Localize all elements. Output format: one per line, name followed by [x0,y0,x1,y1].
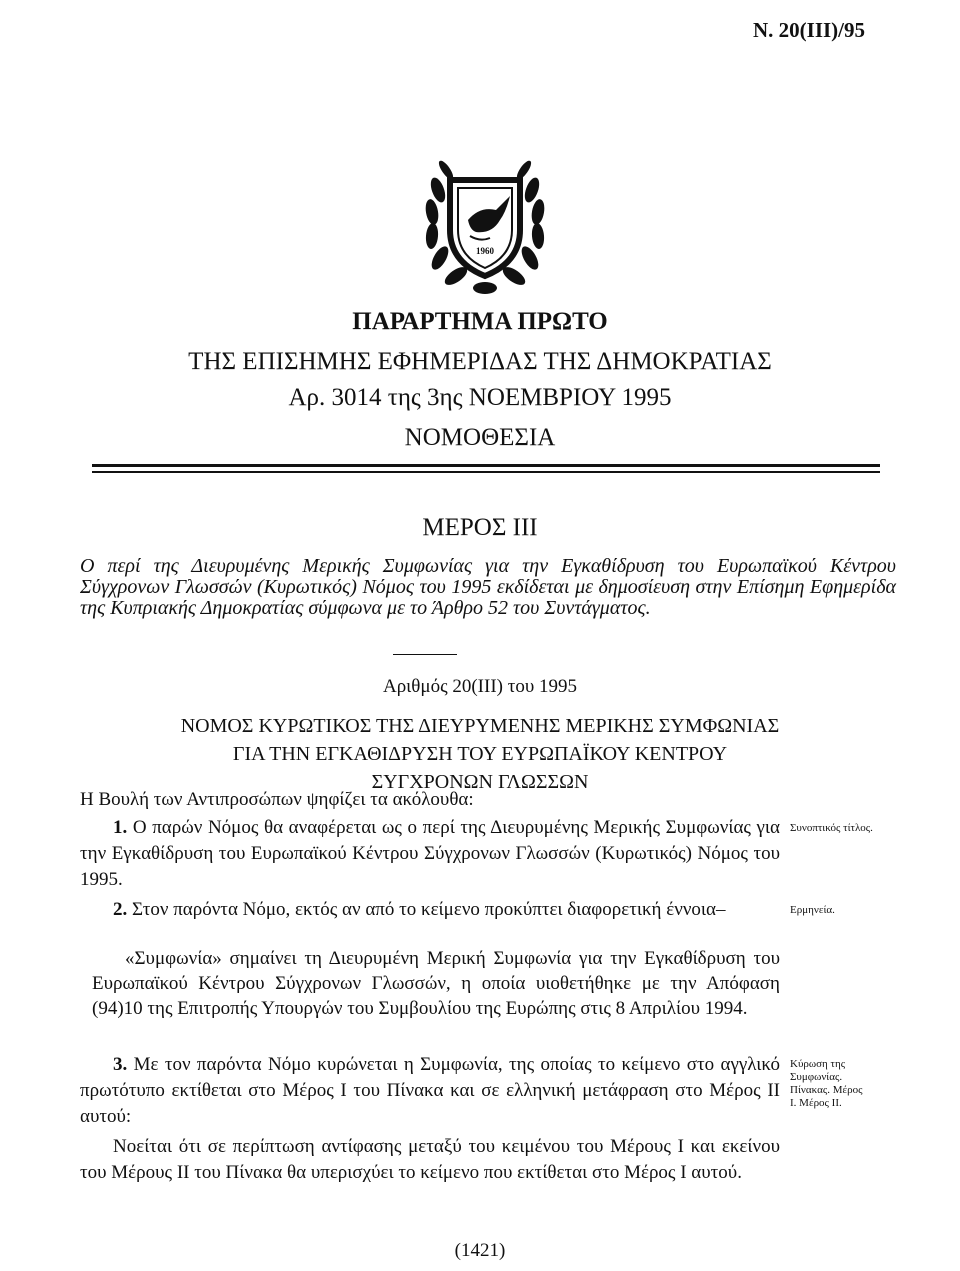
enacting-clause: Η Βουλή των Αντιπροσώπων ψηφίζει τα ακόλουθα: [80,789,474,810]
section-label: ΝΟΜΟΘΕΣΙΑ [404,424,556,451]
publication-notice: Ο περί της Διευρυμένης Μερικής Συμφωνίας για την Εγκαθίδρυση του Ευρωπαϊκού Κέντρου Σύγχρονων Γλωσσών (Κυρωτικός) Νόμος του 1995 εκδίδεται με δημοσίευση στην Επίσημη Εφημερίδα της Κυπριακής Δημοκρατίας σύμφωνα με το Άρθρο 52 του Συντάγματος. [80,555,896,619]
section-3 [80,1052,780,1130]
page-number: (1421) [454,1240,506,1261]
section-number: 2. [113,899,128,920]
section-text: Στον παρόντα Νόμο, εκτός αν από το κείμενο προκύπτει διαφορετική έννοια– [132,899,726,920]
section-text: Με τον παρόντα Νόμο κυρώνεται η Συμφωνία, της οποίας το κείμενο στο αγγλικό πρωτότυπο εκτίθεται στο Μέρος Ι του Πίνακα και σε ελληνική μετάφραση στο Μέρος ΙΙ αυτού: [80,1054,780,1127]
law-title-line: ΓΙΑ ΤΗΝ ΕΓΚΑΘΙΔΡΥΣΗ ΤΟΥ ΕΥΡΩΠΑΪΚΟΥ ΚΕΝΤΡΟΥ [232,743,728,765]
law-title [0,712,960,796]
part-heading: ΜΕΡΟΣ ΙΙΙ [422,514,538,541]
law-title-line: ΝΟΜΟΣ ΚΥΡΩΤΙΚΟΣ ΤΗΣ ΔΙΕΥΡΥΜΕΝΗΣ ΜΕΡΙΚΗΣ ΣΥΜΦΩΝΙΑΣ [180,715,780,737]
section-text: Ο παρών Νόμος θα αναφέρεται ως ο περί της Διευρυμένης Μερικής Συμφωνίας για την Εγκαθίδρυση του Ευρωπαϊκού Κέντρου Σύγχρονων Γλωσσών (Κυρωτικός) Νόμος του 1995. [80,817,780,890]
divider-rule [92,464,880,467]
margin-note: Κύρωση της Συμφωνίας. Πίνακας. Μέρος Ι. Μέρος ΙΙ. [790,1058,863,1109]
gazette-title: ΤΗΣ ΕΠΙΣΗΜΗΣ ΕΦΗΜΕΡΙΔΑΣ ΤΗΣ ΔΗΜΟΚΡΑΤΙΑΣ [188,348,772,375]
issue-line: Αρ. 3014 της 3ης ΝΟΕΜΒΡΙΟΥ 1995 [288,384,672,411]
section-number: 3. [113,1054,128,1075]
margin-note: Ερμηνεία. [790,904,835,916]
section-2 [80,897,780,923]
short-divider [393,654,457,655]
gazette-reference: Ν. 20(ΙΙΙ)/95 [752,18,865,42]
law-number: Αριθμός 20(ΙΙΙ) του 1995 [382,676,578,697]
annex-title: ΠΑΡΑΡΤΗΜΑ ΠΡΩΤΟ [352,308,608,335]
proviso: Νοείται ότι σε περίπτωση αντίφασης μεταξύ του κειμένου του Μέρους Ι και εκείνου του Μέρους ΙΙ του Πίνακα θα υπερισχύει το κείμενο που εκτίθεται στο Μέρος Ι αυτού. [80,1136,780,1183]
emblem-year: 1960 [476,246,494,256]
coat-of-arms-emblem [410,150,560,300]
definition-agreement: «Συμφωνία» σημαίνει τη Διευρυμένη Μερική Συμφωνία για την Εγκαθίδρυση του Ευρωπαϊκού Κέντρου Σύγχρονων Γλωσσών, η οποία υιοθετήθηκε με την Απόφαση (94)10 της Επιτροπής Υπουργών του Συμβουλίου της Ευρώπης στις 8 Απριλίου 1994. [92,948,780,1019]
margin-note: Συνοπτικός τίτλος. [790,822,873,834]
law-title-line: ΣΥΓΧΡΟΝΩΝ ΓΛΩΣΣΩΝ [371,771,589,793]
section-number: 1. [113,817,128,838]
divider-rule [92,471,880,473]
section-1 [80,815,780,893]
